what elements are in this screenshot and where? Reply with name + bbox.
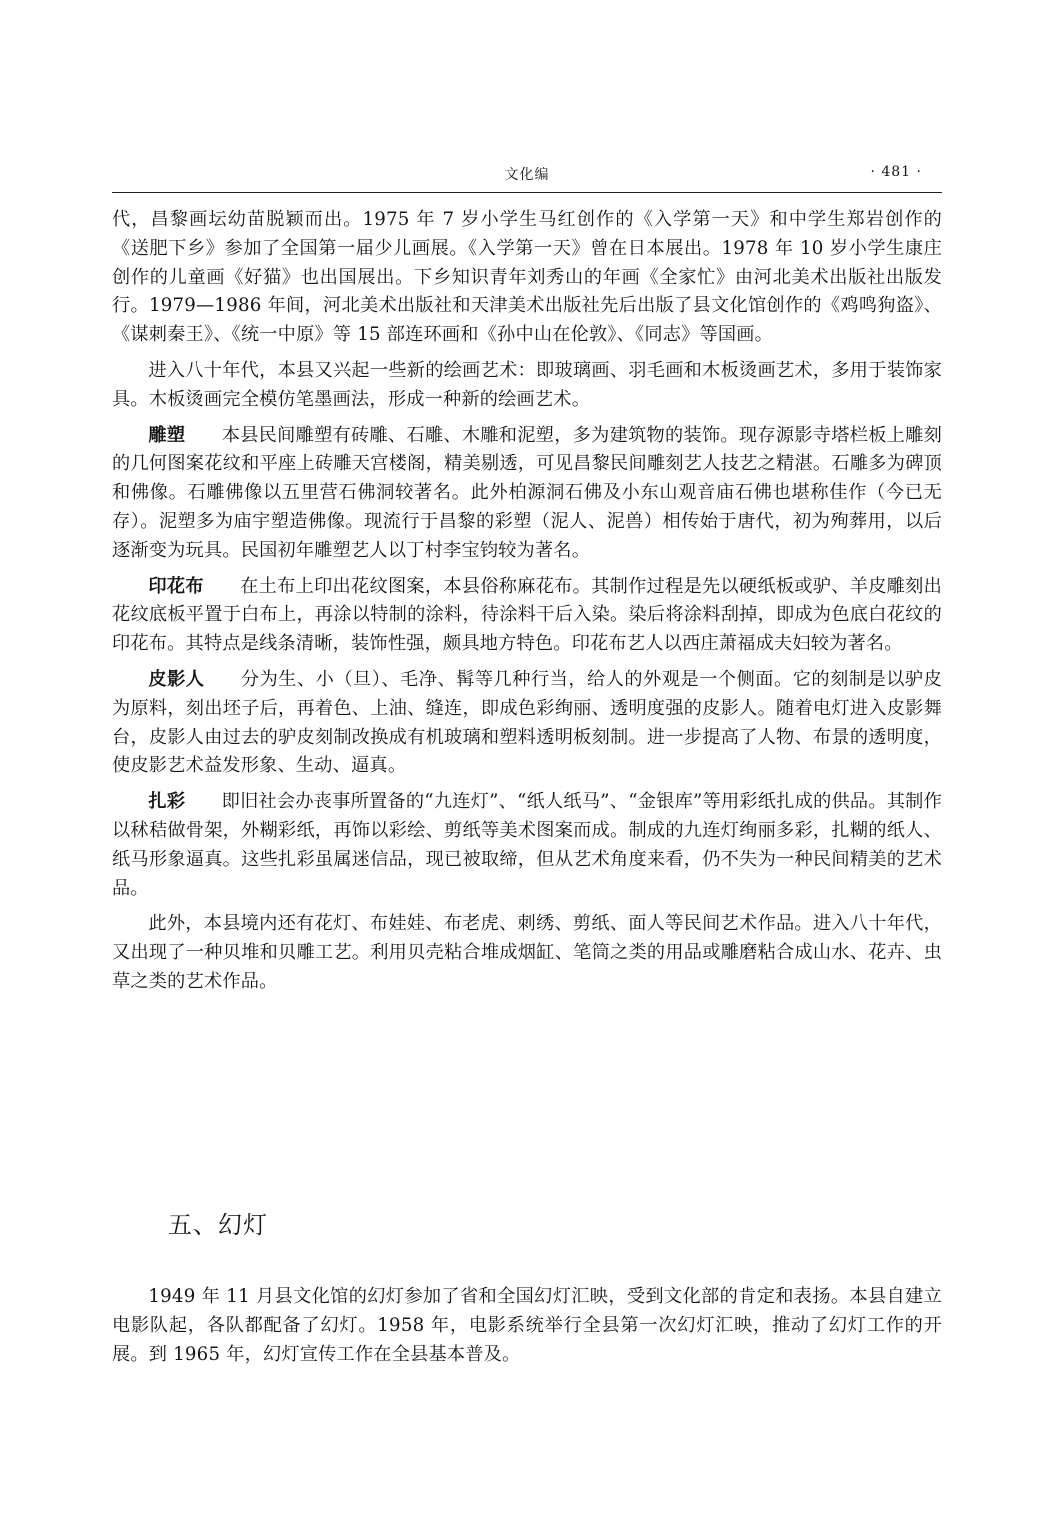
- paragraph-lantern-slides: 1949 年 11 月县文化馆的幻灯参加了省和全国幻灯汇映，受到文化部的肯定和表扬。本县自建立电影队起，各队都配备了幻灯。1958 年，电影系统举行全县第一次幻灯汇映，推动了幻灯工作的开展。到 1965 年，幻灯宣传工作在全县基本普及。: [112, 1286, 942, 1365]
- main-text: [112, 206, 942, 1004]
- running-header-title: 文化编: [504, 167, 550, 183]
- term-paper-crafts: 扎彩: [148, 791, 186, 813]
- term-printed-cloth: 印花布: [148, 575, 204, 597]
- printed-cloth-text: 在土布上印出花纹图案，本县俗称麻花布。其制作过程是先以硬纸板或驴、羊皮雕刻出花纹底板平置于白布上，再涂以特制的涂料，待涂料干后入染。染后将涂料刮掉，即成为色底白花纹的印花布。其特点是线条清晰，装饰性强，颇具地方特色。印花布艺人以西庄萧福成夫妇较为著名。: [112, 575, 942, 655]
- page-header: [112, 158, 942, 193]
- paragraph-shadow-puppets: [112, 666, 942, 781]
- paper-crafts-text: 即旧社会办丧事所置备的“九连灯”、“纸人纸马”、“金银库”等用彩纸扎成的供品。其制作以秫秸做骨架，外糊彩纸，再饰以彩绘、剪纸等美术图案而成。制成的九连灯绚丽多彩，扎糊的纸人、纸马形象逼真。这些扎彩虽属迷信品，现已被取缔，但从艺术角度来看，仍不失为一种民间精美的艺术品。: [112, 791, 942, 899]
- paragraph-other-folk-arts: 此外，本县境内还有花灯、布娃娃、布老虎、刺绣、剪纸、面人等民间艺术作品。进入八十年代，又出现了一种贝堆和贝雕工艺。利用贝壳粘合堆成烟缸、笔筒之类的用品或雕磨粘合成山水、花卉、虫草之类的艺术作品。: [112, 913, 942, 992]
- paragraph-new-painting-arts: 进入八十年代，本县又兴起一些新的绘画艺术：即玻璃画、羽毛画和木板烫画艺术，多用于装饰家具。木板烫画完全模仿笔墨画法，形成一种新的绘画艺术。: [112, 359, 942, 410]
- section-heading-lantern-slides: 五、幻灯: [168, 1211, 268, 1239]
- paragraph-printed-cloth: [112, 573, 942, 659]
- page-number: · 481 ·: [870, 164, 922, 180]
- paragraph-painting-continued: 代，昌黎画坛幼苗脱颖而出。1975 年 7 岁小学生马红创作的《入学第一天》和中学生郑岩创作的《送肥下乡》参加了全国第一届少儿画展。《入学第一天》曾在日本展出。1978 年 10 岁小学生康庄创作的儿童画《好猫》也出国展出。下乡知识青年刘秀山的年画《全家忙》由河北美术出版社出版发行。1979—1986 年间，河北美术出版社和天津美术出版社先后出版了县文化馆创作的《鸡鸣狗盗》、《谋刺秦王》、《统一中原》等 15 部连环画和《孙中山在伦敦》、《同志》等国画。: [112, 209, 942, 346]
- term-sculpture: 雕塑: [148, 424, 186, 446]
- paragraph-paper-crafts: [112, 788, 942, 903]
- paragraph-sculpture: [112, 422, 942, 566]
- term-shadow-puppets: 皮影人: [148, 668, 205, 690]
- shadow-puppets-text: 分为生、小（旦）、毛净、髯等几种行当，给人的外观是一个侧面。它的刻制是以驴皮为原料，刻出坯子后，再着色、上油、缝连，即成色彩绚丽、透明度强的皮影人。随着电灯进入皮影舞台，皮影人由过去的驴皮刻制改换成有机玻璃和塑料透明板刻制。进一步提高了人物、布景的透明度，使皮影艺术益发形象、生动、逼真。: [112, 668, 942, 777]
- sculpture-text: 本县民间雕塑有砖雕、石雕、木雕和泥塑，多为建筑物的装饰。现存源影寺塔栏板上雕刻的几何图案花纹和平座上砖雕天宫楼阁，精美剔透，可见昌黎民间雕刻艺人技艺之精湛。石雕多为碑顶和佛像。石雕佛像以五里营石佛洞较著名。此外柏源洞石佛及小东山观音庙石佛也堪称佳作（今已无存）。泥塑多为庙宇塑造佛像。现流行于昌黎的彩塑（泥人、泥兽）相传始于唐代，初为殉葬用，以后逐渐变为玩具。民国初年雕塑艺人以丁村李宝钧较为著名。: [112, 424, 942, 561]
- section-text: [112, 1282, 942, 1369]
